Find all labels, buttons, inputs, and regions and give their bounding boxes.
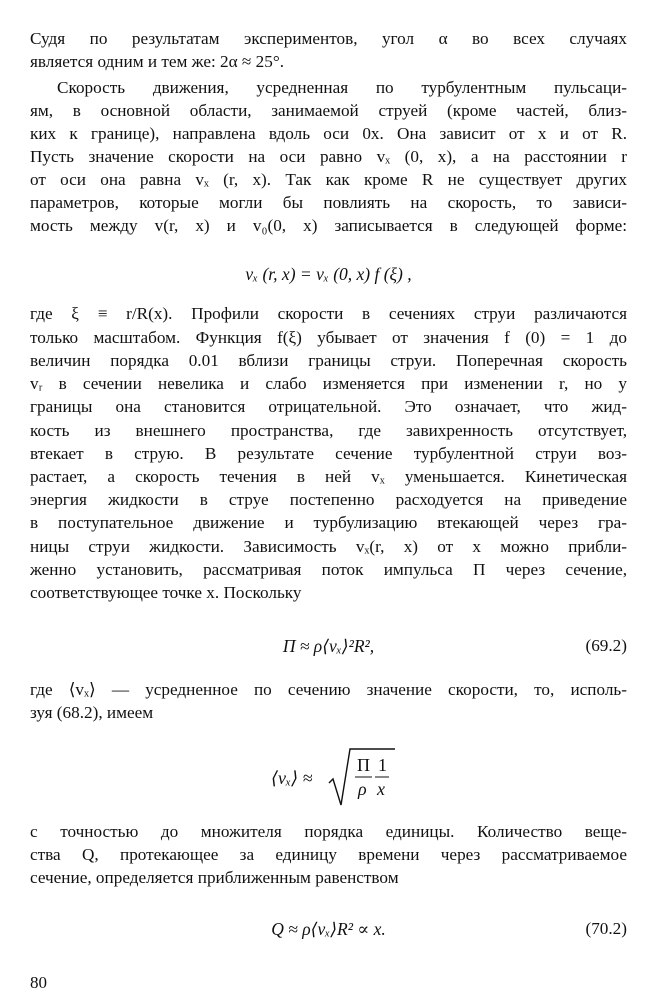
- equation-number: (70.2): [585, 919, 627, 938]
- text-line: Скорость движения, усредненная по турбулентным пульсаци-: [57, 78, 627, 97]
- text-line: сечение, определяется приближенным равенством: [30, 868, 399, 887]
- page-number: 80: [30, 973, 47, 992]
- text-line: Судя по результатам экспериментов, угол α во всех случаях: [30, 29, 627, 48]
- text-line: только масштабом. Функция f(ξ) убывает от значения f (0) = 1 до: [30, 328, 627, 347]
- equation-velocity-profile: vₓ (r, x) = vₓ (0, x) f (ξ) ,: [245, 264, 412, 284]
- text-line: с точностью до множителя порядка единицы. Количество веще-: [30, 822, 627, 841]
- text-line: параметров, которые могли бы повлиять на скорость, то зависи-: [30, 193, 627, 212]
- text-line: ницы струи жидкости. Зависимость vₓ(r, x) от x можно прибли-: [30, 537, 627, 556]
- text-line: Пусть значение скорости на оси равно vₓ (0, x), а на расстоянии r: [30, 147, 627, 166]
- text-line: vᵣ в сечении невелика и слабо изменяется при изменении r, но у: [30, 374, 627, 393]
- text-line: растает, а скорость течения в ней vₓ уменьшается. Кинетическая: [30, 467, 627, 486]
- text-line: ких к границе), направлена вдоль оси 0x. Она зависит от x и от R.: [30, 124, 627, 143]
- text-line: кость из внешнего пространства, где завихренность отсутствует,: [30, 421, 627, 440]
- equation-momentum-flux: Π ≈ ρ⟨vₓ⟩²R²,: [282, 636, 375, 656]
- text-line: от оси она равна vₓ (r, x). Так как кроме R не существует других: [30, 170, 627, 189]
- text-line: энергия жидкости в струе постепенно расходуется на приведение: [30, 490, 627, 509]
- eq-frac2-den: x: [377, 779, 385, 799]
- equation-mean-velocity: [271, 745, 411, 815]
- text-line: границы она становится отрицательной. Это означает, что жид-: [30, 397, 627, 416]
- eq-frac1-den: ρ: [358, 779, 367, 799]
- text-line: ям, в основной области, занимаемой струей (кроме частей, близ-: [30, 101, 627, 120]
- text-line: в поступательное движение и турбулизацию втекающей через гра-: [30, 513, 627, 532]
- text-line: соответствующее точке x. Поскольку: [30, 583, 302, 602]
- equation-number: (69.2): [585, 636, 627, 655]
- eq-frac1-num: Π: [357, 755, 370, 775]
- text-line: ства Q, протекающее за единицу времени через рассматриваемое: [30, 845, 627, 864]
- eq-lhs: ⟨vₓ⟩ ≈: [271, 768, 313, 788]
- text-line: втекает в струю. В результате сечение турбулентной струи воз-: [30, 444, 627, 463]
- text-line: величин порядка 0.01 вблизи границы струи. Поперечная скорость: [30, 351, 627, 370]
- equation-mass-flow: Q ≈ ρ⟨vₓ⟩R² ∝ x.: [271, 919, 386, 939]
- text-line: женно установить, рассматривая поток импульса Π через сечение,: [30, 560, 627, 579]
- text-line: является одним и тем же: 2α ≈ 25°.: [30, 52, 285, 71]
- text-line: мость между v(r, x) и v₀(0, x) записывается в следующей форме:: [30, 216, 627, 235]
- text-line: где ⟨vₓ⟩ — усредненное по сечению значение скорости, то, исполь-: [30, 680, 627, 699]
- eq-frac2-num: 1: [378, 755, 387, 775]
- text-line: зуя (68.2), имеем: [30, 703, 154, 722]
- text-line: где ξ ≡ r/R(x). Профили скорости в сечениях струи различаются: [30, 304, 627, 323]
